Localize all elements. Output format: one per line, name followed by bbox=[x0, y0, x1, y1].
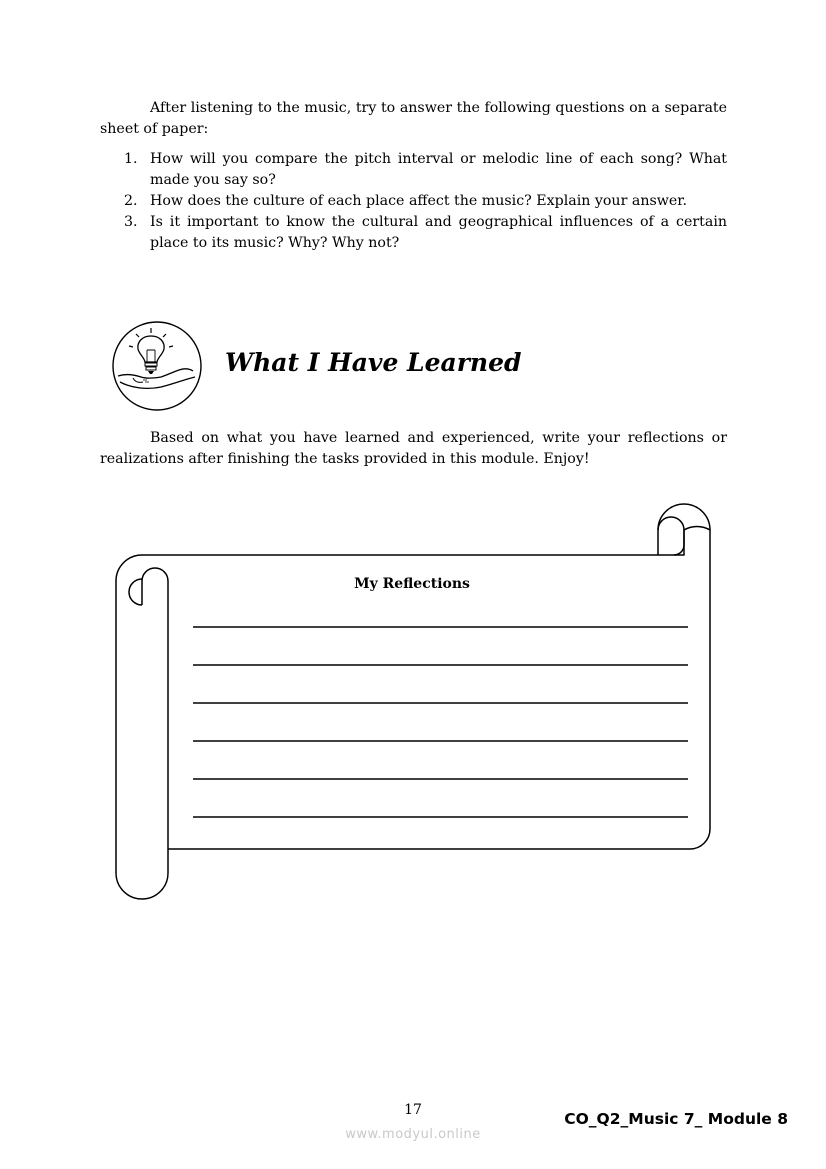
question-text: How will you compare the pitch interval or melodic line of each song? What made you say so? bbox=[150, 151, 727, 188]
intro-paragraph: After listening to the music, try to answer the following questions on a separate sheet of paper: bbox=[100, 100, 727, 137]
question-text: How does the culture of each place affect the music? Explain your answer. bbox=[150, 193, 688, 209]
page-number: 17 bbox=[404, 1102, 422, 1118]
question-number: 1. bbox=[124, 151, 138, 167]
scroll-title: My Reflections bbox=[354, 576, 470, 592]
watermark: www.modyul.online bbox=[345, 1127, 481, 1142]
section-title: What I Have Learned bbox=[225, 348, 522, 377]
module-code: CO_Q2_Music 7_ Module 8 bbox=[564, 1110, 788, 1128]
reflection-instructions: Based on what you have learned and experienced, write your reflections or realizations after finishing the tasks provided in this module. Enjoy! bbox=[100, 430, 727, 467]
question-number: 3. bbox=[124, 214, 138, 230]
question-text: Is it important to know the cultural and geographical influences of a certain place to its music? Why? Why not? bbox=[150, 214, 727, 251]
question-number: 2. bbox=[124, 193, 138, 209]
